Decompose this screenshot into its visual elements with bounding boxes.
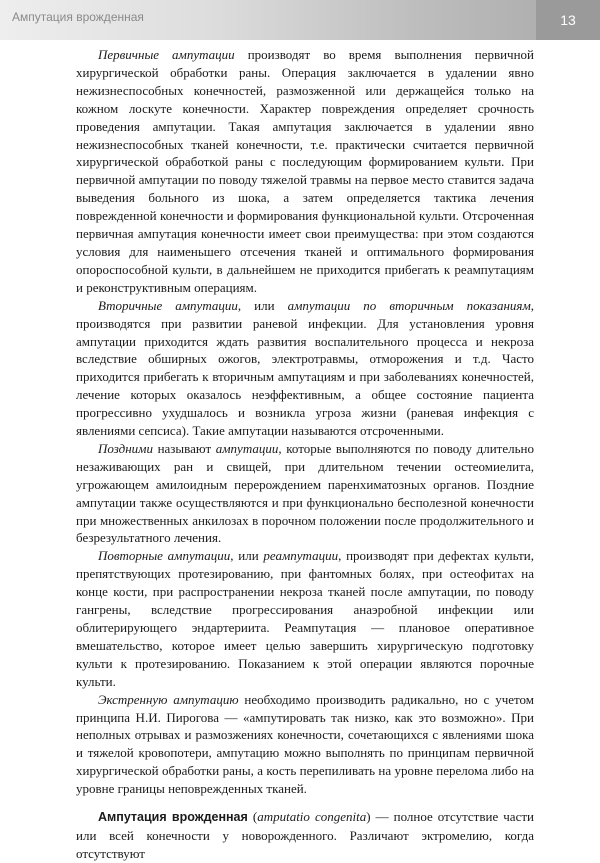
entry-latin-term: amputatio congenita — [257, 809, 367, 825]
running-header-title: Ампутация врожденная — [12, 10, 144, 24]
connector-text: , или — [230, 548, 264, 564]
entry-text: ) — полное отсутствие части или всей конечности у новорожденного. Различают эктромелию, когда отсутствуют — [76, 809, 534, 861]
entry-term: Ампутация врожденная — [98, 810, 248, 825]
italic-term: Вторичные ампутации — [98, 297, 238, 313]
paragraph-secondary-amputations — [76, 297, 534, 440]
connector-text: , или — [237, 297, 288, 313]
paragraph-text: , производятся при развитии раневой инфекции. Для установления уровня ампутации приходится ждать развития воспалительного процесса и некроза вследствие обширных ожогов, электротравмы, отморожения и т.д. Часто приходится прибегать к вторичным ампутациям и при заболеваниях конечностей, лечение которых оказалось неэффективным, а общее состояние пациента прогрессивно ухудшалось и возникла угроза жизни (раневая инфекция с явлениями сепсиса). Такие ампутации называются отсроченными. — [76, 297, 535, 439]
paragraph-text: необходимо производить радикально, но с учетом принципа Н.И. Пирогова — «ампутировать так низко, как это возможно». При неполных отрывах и размозжениях конечности, сочетающихся с явлениями шока и тяжелой кровопотери, ампутацию можно выполнять по принципам первичной хирургической обработки раны, а кость перепиливать на уровне перелома либо на уровне границы неповрежденных тканей. — [76, 691, 535, 797]
italic-term: Экстренную ампутацию — [98, 691, 239, 707]
page-number: 13 — [536, 0, 600, 40]
page-body — [76, 46, 534, 863]
paragraph-repeat-amputations — [76, 547, 534, 690]
italic-term: Поздними — [98, 440, 153, 456]
italic-term: ампутации по вторичным показаниям — [287, 297, 531, 313]
connector-text: называют — [152, 440, 216, 456]
paragraph-primary-amputations — [76, 46, 534, 297]
dictionary-entry-congenital-amputation — [76, 808, 534, 863]
italic-term: ампутации — [215, 440, 279, 456]
paragraph-text: производят во время выполнения первичной хирургической обработки раны. Операция заключается в удалении явно нежизнеспособных конечностей, размозженной или держащейся только на кожном лоскуте конечности. Характер повреждения определяет срочность проведения ампутации. Такая ампутация заключается в удалении явно нежизнеспособных тканей конечности, т.е. практически считается первичной хирургической обработкой раны с последующим формированием культи. При первичной ампутации по поводу тяжелой травмы на первое место ставится задача выведения больного из шока, а затем определяется тактика лечения поврежденной конечности и формирования функциональной культи. Отсроченная первичная ампутация конечности имеет свои преимущества: при этом создаются условия для наименьшего отсечения тканей и оптимального формирования опороспособной культи, в дальнейшем не приходится прибегать к реампутациям и реконструктивным операциям. — [76, 47, 535, 295]
paragraph-text: , которые выполняются по поводу длительно незаживающих ран и свищей, при длительном течении остеомиелита, угрожающем амилоидным перерождением паренхиматозных органов. Поздние ампутации также осуществляются и при функционально бесполезной конечности при множественных анкилозах в порочном положении после продолжительного и безрезультатного лечения. — [76, 440, 535, 546]
italic-term: Первичные ампутации — [98, 47, 235, 62]
paragraph-emergency-amputation — [76, 691, 534, 798]
italic-term: Повторные ампутации — [98, 548, 231, 564]
entry-paren-open: ( — [247, 809, 258, 825]
paragraph-text: , производят при дефектах культи, препятствующих протезированию, при фантомных болях, при остеофитах на конце кости, при распространении некроза тканей после ампутации, по поводу гангрены, вследствие прогрессирования анаэробной инфекции или облитерирующего эндартериита. Реампутация — плановое оперативное вмешательство, которое имеет целью завершить хирургическую подготовку культи к протезированию. Показанием к этой операции являются порочные культи. — [76, 548, 534, 689]
italic-term: реампутации — [263, 548, 339, 564]
page-header — [0, 0, 600, 40]
paragraph-late-amputations — [76, 440, 534, 547]
